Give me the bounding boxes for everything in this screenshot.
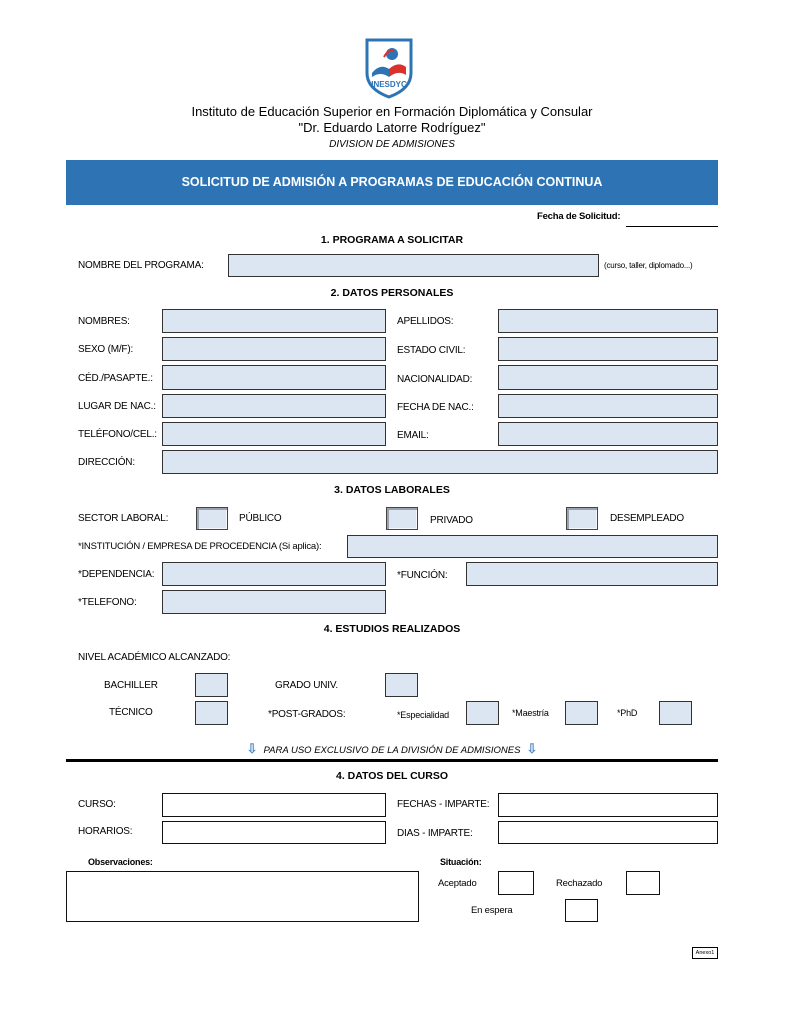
sector-privado-checkbox[interactable]: [386, 507, 418, 530]
section-program-title: 1. PROGRAMA A SOLICITAR: [320, 234, 464, 246]
estado-civil-input[interactable]: [498, 337, 718, 361]
dias-imparte-input[interactable]: [498, 821, 718, 844]
maestria-label: *Maestría: [512, 708, 549, 718]
arrow-down-icon: ⇩: [246, 741, 258, 756]
annex-code: Anexo1: [695, 950, 715, 956]
sexo-label: SEXO (M/F):: [78, 344, 134, 355]
fecha-nac-label: FECHA DE NAC.:: [397, 402, 474, 413]
estado-civil-label: ESTADO CIVIL:: [397, 345, 466, 356]
sector-publico-checkbox[interactable]: [196, 507, 228, 530]
en-espera-checkbox[interactable]: [565, 899, 598, 922]
division-name: DIVISION DE ADMISIONES: [329, 139, 455, 150]
sector-desempleado-checkbox[interactable]: [566, 507, 598, 530]
curso-label: CURSO:: [78, 799, 116, 810]
section-studies-title: 4. ESTUDIOS REALIZADOS: [323, 623, 461, 635]
horarios-label: HORARIOS:: [78, 826, 133, 837]
annex-code-badge: [692, 947, 718, 959]
rechazado-label: Rechazado: [556, 878, 603, 889]
nombres-input[interactable]: [162, 309, 386, 333]
admin-notice-text: PARA USO EXCLUSIVO DE LA DIVISIÓN DE ADMISIONES: [263, 745, 521, 756]
grado-univ-label: GRADO UNIV.: [275, 680, 339, 691]
nacionalidad-input[interactable]: [498, 365, 718, 390]
nacionalidad-label: NACIONALIDAD:: [397, 374, 473, 385]
cedula-label: CÉD./PASAPTE.:: [78, 373, 153, 384]
form-title-banner: [66, 160, 718, 205]
section-course-title: 4. DATOS DEL CURSO: [335, 770, 449, 782]
rechazado-checkbox[interactable]: [626, 871, 660, 895]
dependencia-label: *DEPENDENCIA:: [78, 569, 155, 580]
institution-honoree: "Dr. Eduardo Latorre Rodríguez": [298, 120, 486, 135]
sexo-input[interactable]: [162, 337, 386, 361]
admin-notice: [66, 741, 718, 757]
funcion-input[interactable]: [466, 562, 718, 586]
form-title: SOLICITUD DE ADMISIÓN A PROGRAMAS DE EDUCACIÓN CONTINUA: [181, 175, 603, 189]
horarios-input[interactable]: [162, 821, 386, 844]
telefono-laboral-label: *TELEFONO:: [78, 597, 137, 608]
observaciones-textarea[interactable]: [66, 871, 419, 922]
svg-text:INESDYC: INESDYC: [371, 80, 407, 89]
section-labor-title: 3. DATOS LABORALES: [334, 484, 450, 496]
email-label: EMAIL:: [397, 430, 429, 441]
en-espera-label: En espera: [471, 905, 513, 916]
telefono-label: TELÉFONO/CEL.:: [78, 429, 157, 440]
sector-publico-label: PÚBLICO: [239, 513, 282, 524]
program-label: NOMBRE DEL PROGRAMA:: [78, 260, 204, 271]
bachiller-label: BACHILLER: [104, 680, 158, 691]
fechas-imparte-input[interactable]: [498, 793, 718, 817]
especialidad-label: *Especialidad: [397, 710, 449, 720]
lugar-nac-label: LUGAR DE NAC.:: [78, 401, 156, 412]
curso-input[interactable]: [162, 793, 386, 817]
program-input[interactable]: [228, 254, 599, 277]
sector-privado-label: PRIVADO: [430, 515, 473, 526]
dias-imparte-label: DIAS - IMPARTE:: [397, 828, 473, 839]
email-input[interactable]: [498, 422, 718, 446]
nivel-academico-label: NIVEL ACADÉMICO ALCANZADO:: [78, 652, 231, 663]
direccion-input[interactable]: [162, 450, 718, 474]
bachiller-checkbox[interactable]: [195, 673, 228, 697]
funcion-label: *FUNCIÓN:: [397, 570, 448, 581]
fechas-imparte-label: FECHAS - IMPARTE:: [397, 799, 490, 810]
lugar-nac-input[interactable]: [162, 394, 386, 418]
institucion-input[interactable]: [347, 535, 718, 558]
aceptado-label: Aceptado: [438, 878, 477, 889]
sector-label: SECTOR LABORAL:: [78, 513, 169, 524]
aceptado-checkbox[interactable]: [498, 871, 534, 895]
especialidad-checkbox[interactable]: [466, 701, 499, 725]
phd-checkbox[interactable]: [659, 701, 692, 725]
tecnico-checkbox[interactable]: [195, 701, 228, 725]
apellidos-input[interactable]: [498, 309, 718, 333]
telefono-laboral-input[interactable]: [162, 590, 386, 614]
institucion-label: *INSTITUCIÓN / EMPRESA DE PROCEDENCIA (Si aplica):: [78, 541, 322, 552]
observaciones-label: Observaciones:: [88, 857, 153, 867]
situacion-label: Situación:: [440, 857, 482, 867]
sector-desempleado-label: DESEMPLEADO: [610, 513, 684, 524]
post-grados-label: *POST-GRADOS:: [268, 709, 346, 720]
nombres-label: NOMBRES:: [78, 316, 130, 327]
institution-name: Instituto de Educación Superior en Formación Diplomática y Consular: [191, 104, 593, 119]
phd-label: *PhD: [617, 708, 638, 718]
institution-logo: [364, 37, 414, 99]
grado-univ-checkbox[interactable]: [385, 673, 418, 697]
maestria-checkbox[interactable]: [565, 701, 598, 725]
section-personal-title: 2. DATOS PERSONALES: [330, 287, 454, 299]
apellidos-label: APELLIDOS:: [397, 316, 454, 327]
cedula-input[interactable]: [162, 365, 386, 390]
date-label: Fecha de Solicitud:: [537, 211, 621, 222]
arrow-down-icon: ⇩: [526, 741, 538, 756]
program-hint: (curso, taller, diplomado...): [604, 261, 693, 270]
admin-divider: [66, 759, 718, 762]
fecha-nac-input[interactable]: [498, 394, 718, 418]
date-field[interactable]: [626, 226, 718, 227]
dependencia-input[interactable]: [162, 562, 386, 586]
telefono-input[interactable]: [162, 422, 386, 446]
direccion-label: DIRECCIÓN:: [78, 457, 135, 468]
tecnico-label: TÉCNICO: [109, 707, 153, 718]
